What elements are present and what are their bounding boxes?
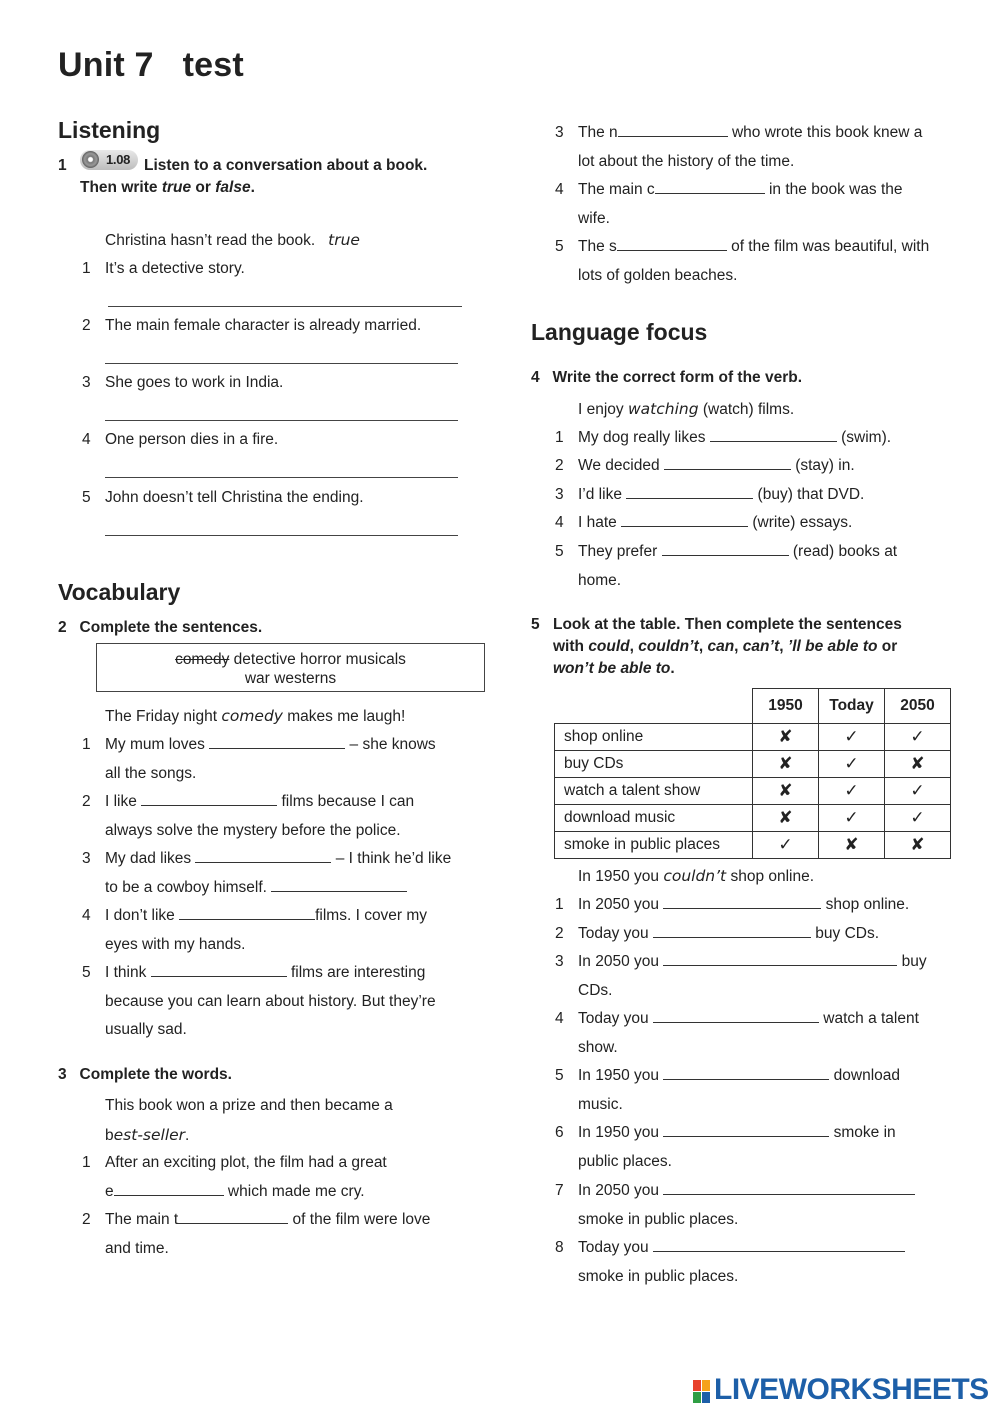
list-item — [555, 233, 975, 291]
answer-line-2[interactable] — [105, 363, 458, 364]
item-text — [578, 481, 864, 510]
item-text-part: I like — [105, 793, 142, 810]
word-box — [96, 643, 485, 692]
page-title: Unit 7 test — [58, 46, 244, 84]
answer-blank[interactable] — [664, 453, 791, 470]
item-text-part: who wrote this book knew a — [727, 124, 923, 141]
item-number: 4 — [555, 514, 564, 531]
item-text-part: smoke in public places. — [578, 1210, 739, 1228]
list-item — [555, 948, 975, 1006]
item-text-part: (stay) in. — [790, 457, 855, 474]
table-row — [555, 778, 951, 805]
exercise-number: 4 — [531, 369, 540, 386]
instruction-text: with — [553, 638, 589, 655]
answer-blank[interactable] — [618, 120, 728, 137]
list-item — [82, 959, 502, 1046]
table-mark: ✘ — [753, 751, 819, 778]
item-text-part: which made me cry. — [223, 1182, 365, 1200]
list-item — [82, 788, 502, 846]
table-row-label: shop online — [555, 724, 753, 751]
table-corner — [555, 689, 753, 724]
vocabulary-heading: Vocabulary — [58, 579, 181, 605]
item-text — [105, 1149, 387, 1206]
answer-blank[interactable] — [663, 949, 897, 966]
table-header: 2050 — [885, 689, 951, 724]
item-text — [578, 920, 879, 949]
item-text-part: smoke in — [829, 1124, 896, 1141]
item-text-part: In 2050 you — [578, 1182, 664, 1199]
exercise-2-instruction — [58, 617, 262, 639]
table-row-label: buy CDs — [555, 751, 753, 778]
item-number: 3 — [555, 124, 564, 141]
item-text-part: (read) books at — [788, 543, 898, 560]
logo-square — [693, 1392, 701, 1403]
item-number: 3 — [555, 953, 564, 970]
item-number: 2 — [555, 457, 564, 474]
item-text — [105, 959, 436, 1045]
item-number: 8 — [555, 1239, 564, 1256]
item-text-part: of the film were love — [288, 1211, 431, 1228]
item-text-part: films because I can — [277, 793, 415, 810]
answer-blank[interactable] — [178, 1207, 288, 1224]
item-text — [578, 452, 855, 481]
example-answer: watching — [627, 400, 699, 418]
item-text — [578, 1234, 905, 1291]
table-row-label: download music — [555, 805, 753, 832]
item-number: 5 — [555, 1067, 564, 1084]
exercise-number: 5 — [531, 616, 540, 633]
word-box-line-1 — [97, 650, 484, 669]
instruction-text: , — [734, 638, 743, 655]
word-list: detective horror musicals — [229, 651, 406, 668]
item-text-part: shop online. — [821, 896, 910, 913]
answer-blank[interactable] — [271, 875, 407, 892]
answer-blank[interactable] — [141, 789, 277, 806]
answer-line-4[interactable] — [105, 477, 458, 478]
item-number: 3 — [82, 374, 91, 391]
answer-blank[interactable] — [655, 177, 765, 194]
item-text-part: buy — [897, 953, 927, 970]
word-box-line-2: war westerns — [244, 670, 337, 687]
list-item — [82, 845, 502, 903]
instruction-line-1: Listen to a conversation about a book. — [144, 157, 428, 174]
item-text-part: I’d like — [578, 486, 627, 503]
item-text — [578, 233, 929, 290]
instruction-text: Look at the table. Then complete the sentences — [553, 616, 902, 633]
item-text — [578, 424, 891, 453]
item-text-part: to be a cowboy himself. — [105, 878, 272, 896]
item-text-part: usually sad. — [105, 1021, 187, 1039]
answer-blank[interactable] — [663, 892, 821, 909]
instruction-text: Write the correct form of the verb. — [552, 369, 803, 386]
exercise-number: 2 — [58, 619, 67, 636]
item-text-part: (buy) that DVD. — [753, 486, 865, 503]
instruction-text: . — [670, 660, 675, 677]
example-text: shop online. — [726, 868, 815, 885]
item-text — [105, 845, 451, 902]
example-sentence — [578, 395, 794, 425]
table-mark: ✓ — [885, 778, 951, 805]
item-text — [578, 119, 922, 176]
instruction-text: Complete the sentences. — [79, 619, 263, 636]
table-mark: ✓ — [753, 832, 819, 859]
item-text-part: films are interesting — [286, 964, 426, 981]
table-header-row — [555, 689, 951, 724]
table-mark: ✓ — [819, 805, 885, 832]
item-text-part: I hate — [578, 514, 622, 531]
item-text-part: My dog really likes — [578, 429, 710, 446]
item-number: 2 — [82, 317, 91, 334]
example-text: Christina hasn’t read the book. — [105, 232, 316, 249]
item-text-part: because you can learn about history. But they’re — [105, 992, 436, 1010]
logo-square — [702, 1392, 710, 1403]
example-text: I enjoy — [578, 401, 628, 418]
item-text — [578, 1005, 919, 1062]
answer-line-1[interactable] — [108, 306, 462, 307]
item-text-part: In 1950 you — [578, 1067, 664, 1084]
table-row-label: smoke in public places — [555, 832, 753, 859]
item-text-part: The s — [578, 238, 617, 255]
example-text: This book won a prize and then became a — [105, 1097, 393, 1114]
item-text-part: The main c — [578, 181, 655, 198]
item-text-part: films. I cover my — [315, 907, 428, 924]
item-text — [105, 731, 436, 788]
example-text: In 1950 you — [578, 868, 664, 885]
item-number: 4 — [82, 907, 91, 924]
example-text: (watch) films. — [698, 401, 795, 418]
instruction-text: Then write — [80, 179, 162, 196]
logo-icon — [693, 1380, 711, 1404]
example-sentence — [105, 226, 360, 256]
item-text-part: (swim). — [836, 429, 892, 446]
list-item — [555, 1234, 975, 1292]
item-text-part: in the book was the — [764, 181, 903, 198]
item-number: 1 — [555, 429, 564, 446]
exercise-number: 3 — [58, 1066, 67, 1083]
instruction-modal: ’ll be able to — [787, 638, 878, 655]
logo-square — [693, 1380, 701, 1391]
exercise-5-instruction — [531, 614, 961, 682]
table-mark: ✓ — [819, 778, 885, 805]
answer-blank[interactable] — [209, 732, 345, 749]
item-number: 2 — [82, 1211, 91, 1228]
answer-line-5[interactable] — [105, 535, 458, 536]
item-text-part: lots of golden beaches. — [578, 266, 738, 284]
item-number: 4 — [555, 181, 564, 198]
item-number: 1 — [82, 260, 91, 277]
list-item — [82, 731, 502, 789]
answer-blank[interactable] — [151, 960, 287, 977]
item-text-part: I think — [105, 964, 151, 981]
answer-blank[interactable] — [653, 1235, 905, 1252]
item-number: 5 — [555, 543, 564, 560]
example-sentence — [578, 862, 814, 892]
instruction-modal: can’t — [742, 638, 780, 655]
table-mark: ✘ — [753, 805, 819, 832]
item-number: 5 — [555, 238, 564, 255]
item-number: 5 — [82, 964, 91, 981]
answer-blank[interactable] — [653, 1006, 819, 1023]
item-text-part: buy CDs. — [810, 925, 880, 942]
exercise-3-instruction — [58, 1064, 232, 1086]
example-text: makes me laugh! — [282, 708, 406, 725]
table-mark: ✘ — [753, 778, 819, 805]
list-item — [82, 484, 482, 513]
list-item — [555, 538, 975, 596]
item-text-part: always solve the mystery before the police. — [105, 821, 401, 839]
table-mark: ✓ — [885, 805, 951, 832]
list-item — [82, 902, 502, 960]
item-number: 1 — [555, 896, 564, 913]
item-text — [105, 788, 414, 845]
exercise-4-instruction — [531, 367, 802, 389]
instruction-text: . — [250, 179, 255, 196]
item-text: She goes to work in India. — [105, 374, 284, 391]
list-item — [82, 255, 482, 284]
list-item — [555, 481, 975, 510]
table-header: 1950 — [753, 689, 819, 724]
item-text — [578, 948, 927, 1005]
item-number: 5 — [82, 489, 91, 506]
table-mark: ✓ — [885, 724, 951, 751]
item-number: 6 — [555, 1124, 564, 1141]
item-number: 2 — [555, 925, 564, 942]
item-text-part: My mum loves — [105, 736, 210, 753]
example-text: The Friday night — [105, 708, 222, 725]
list-item — [82, 426, 482, 455]
item-text-part: In 2050 you — [578, 953, 664, 970]
item-text-part: We decided — [578, 457, 664, 474]
instruction-modal: couldn’t — [638, 638, 699, 655]
list-item — [555, 1062, 975, 1120]
answer-line-3[interactable] — [105, 420, 458, 421]
instruction-text: Complete the words. — [79, 1066, 232, 1083]
logo-square — [702, 1380, 710, 1391]
table-row — [555, 832, 951, 859]
item-number: 4 — [82, 431, 91, 448]
cd-icon — [82, 151, 99, 168]
example-sentence — [105, 702, 405, 732]
instruction-text: , — [629, 638, 639, 655]
item-text-part: – I think he’d like — [331, 850, 452, 867]
table-mark: ✘ — [885, 832, 951, 859]
item-text — [105, 1206, 430, 1263]
item-text — [578, 538, 897, 595]
item-text-part: public places. — [578, 1152, 672, 1170]
list-item — [82, 1149, 502, 1207]
instruction-false: false — [215, 179, 251, 196]
table-row — [555, 805, 951, 832]
exercise-number: 1 — [58, 157, 67, 174]
item-text-part: show. — [578, 1038, 618, 1056]
list-item — [555, 920, 975, 949]
item-text-part: all the songs. — [105, 764, 197, 782]
item-text-part: e — [105, 1182, 114, 1200]
instruction-modal: can — [707, 638, 735, 655]
item-text-part: They prefer — [578, 543, 662, 560]
table-mark: ✘ — [885, 751, 951, 778]
instruction-true: true — [161, 179, 192, 196]
item-number: 1 — [82, 736, 91, 753]
instruction-modal: won’t be able to — [553, 660, 671, 677]
example-text: b — [105, 1126, 114, 1144]
table-mark: ✓ — [819, 751, 885, 778]
item-text-part: smoke in public places. — [578, 1267, 739, 1285]
list-item — [555, 452, 975, 481]
list-item — [555, 176, 975, 234]
item-number: 3 — [555, 486, 564, 503]
item-number: 4 — [555, 1010, 564, 1027]
answer-blank[interactable] — [662, 539, 789, 556]
item-text: The main female character is already married. — [105, 317, 422, 334]
example-answer: comedy — [221, 707, 283, 725]
item-text: John doesn’t tell Christina the ending. — [105, 489, 364, 506]
item-text-part: The main t — [105, 1211, 179, 1228]
answer-blank[interactable] — [710, 425, 837, 442]
answer-blank[interactable] — [653, 921, 811, 938]
item-text-part: Today you — [578, 1010, 653, 1027]
list-item — [555, 424, 975, 453]
instruction-text: or — [877, 638, 898, 655]
item-text-part: The n — [578, 124, 618, 141]
table-mark: ✘ — [753, 724, 819, 751]
item-text-part: download — [829, 1067, 900, 1084]
item-text-part: In 1950 you — [578, 1124, 664, 1141]
item-text: It’s a detective story. — [105, 260, 245, 277]
item-text — [578, 891, 909, 920]
example-sentence — [105, 1092, 393, 1150]
answer-blank[interactable] — [663, 1120, 829, 1137]
instruction-modal: could — [588, 638, 630, 655]
list-item — [82, 312, 482, 341]
answer-blank[interactable] — [114, 1179, 224, 1196]
list-item — [82, 1206, 502, 1264]
item-text-part: home. — [578, 571, 622, 589]
table-mark: ✓ — [819, 724, 885, 751]
item-text-part: of the film was beautiful, with — [726, 238, 930, 255]
table-mark: ✘ — [819, 832, 885, 859]
item-number: 7 — [555, 1182, 564, 1199]
list-item — [555, 509, 975, 538]
item-text — [578, 1119, 896, 1176]
answer-blank[interactable] — [179, 903, 315, 920]
example-text: . — [185, 1126, 190, 1144]
item-text-part: In 2050 you — [578, 896, 664, 913]
table-header: Today — [819, 689, 885, 724]
item-text — [578, 176, 903, 233]
struck-word: comedy — [175, 651, 230, 668]
item-text-part: Today you — [578, 925, 653, 942]
table-row-label: watch a talent show — [555, 778, 753, 805]
item-text-part: (write) essays. — [748, 514, 853, 531]
item-text — [105, 902, 427, 959]
item-text-part: – she knows — [345, 736, 436, 753]
answer-blank[interactable] — [621, 510, 748, 527]
instruction-text: , — [698, 638, 708, 655]
ability-table — [554, 688, 951, 859]
item-text-part: Today you — [578, 1239, 653, 1256]
item-text-part: wife. — [578, 209, 610, 227]
item-text — [578, 509, 852, 538]
item-text-part: watch a talent — [818, 1010, 919, 1027]
instruction-text: , — [779, 638, 788, 655]
item-text: One person dies in a fire. — [105, 431, 279, 448]
example-answer: couldn’t — [663, 867, 727, 885]
answer-blank[interactable] — [663, 1063, 829, 1080]
audio-track-number: 1.08 — [106, 152, 131, 167]
instruction-line-2 — [80, 177, 255, 199]
item-text — [578, 1062, 900, 1119]
table-row — [555, 751, 951, 778]
answer-blank[interactable] — [626, 482, 753, 499]
item-text-part: lot about the history of the time. — [578, 152, 795, 170]
logo-text: LIVEWORKSHEETS — [714, 1373, 989, 1406]
item-text-part: music. — [578, 1095, 623, 1113]
listening-heading: Listening — [58, 117, 161, 143]
example-answer: est-seller — [113, 1125, 186, 1144]
item-text-part: I don’t like — [105, 907, 180, 924]
list-item — [555, 119, 975, 177]
list-item — [555, 891, 975, 920]
item-number: 2 — [82, 793, 91, 810]
answer-blank[interactable] — [195, 846, 331, 863]
example-answer: true — [328, 231, 360, 249]
item-text-part: CDs. — [578, 981, 613, 999]
item-text-part: and time. — [105, 1239, 169, 1257]
item-text — [578, 1177, 915, 1234]
item-text-part: After an exciting plot, the film had a great — [105, 1154, 387, 1171]
item-number: 3 — [82, 850, 91, 867]
list-item — [555, 1005, 975, 1063]
table-row — [555, 724, 951, 751]
answer-blank[interactable] — [617, 234, 727, 251]
instruction-text: or — [191, 179, 216, 196]
answer-blank[interactable] — [663, 1178, 915, 1195]
list-item — [555, 1119, 975, 1177]
list-item — [82, 369, 482, 398]
language-focus-heading: Language focus — [531, 319, 708, 345]
item-text-part: eyes with my hands. — [105, 935, 246, 953]
item-number: 1 — [82, 1154, 91, 1171]
item-text-part: My dad likes — [105, 850, 196, 867]
list-item — [555, 1177, 975, 1235]
